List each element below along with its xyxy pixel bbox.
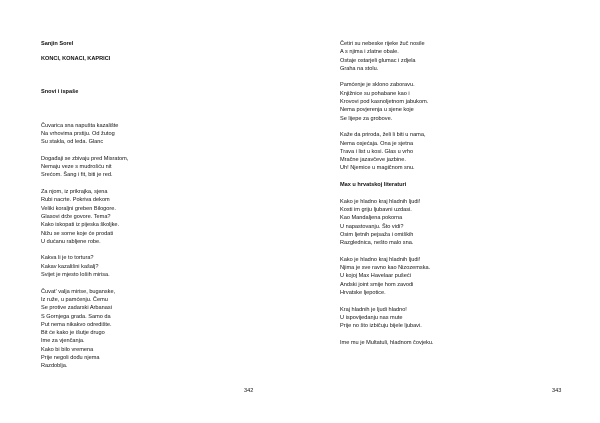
poem-line: Za njom, iz prikrajka, sjena [41,189,108,196]
poem-line: Graha na stolu. [340,65,379,72]
poem-line: Ostaje ostarjeli glumac i zdjela [340,57,416,64]
section-title-max: Max u hrvatskoj literaturi [340,182,407,189]
stanza [340,40,540,73]
poem-stanzas-left [41,122,241,371]
section-title-snovi: Snovi i ispaše [41,89,79,96]
poem-line: U kojoj Max Havelaar pušeći [340,273,411,280]
poem-line: Bit će kako je išutje drugo [41,330,105,337]
poem-line: Njima je sve ravno kao Nizozemska. [340,265,431,272]
poem-line: Na vrhovima prstiju. Od žutog [41,130,115,137]
stanza [41,254,241,279]
poem-line: Prije negoli dođu njema [41,354,100,361]
left-text-column [41,40,241,371]
poem-stanzas-bottom [340,198,540,347]
poem-line: Osim ljetnih pejsaža i omiških [340,231,414,238]
poem-line: Glasovi drže govore. Tema? [41,213,111,220]
author-name: Sanjin Sorel [41,41,74,47]
poem-line: U dućanu rabljene robe. [41,238,101,245]
stanza [340,198,540,248]
poem-line: Kakav kazališni kašalj? [41,263,99,270]
page-number-left: 342 [244,388,254,394]
poem-line: Put nema nikakvo odredište. [41,321,112,328]
poem-line: A s njima i zlatne obale. [340,49,399,56]
right-text-column [340,40,540,347]
poem-line: Kako je hladno kraj hladnih ljudi! [340,256,421,263]
poem-line: Nema povjerenja u sjene koje [340,107,414,114]
poem-line: S Gornjega grada. Samo da [41,313,111,320]
poem-line: Su stakla, od leda. Glanc [41,139,104,146]
poem-line: Hrvatske ljepotice. [340,289,386,296]
poem-line: Kao Mandaljena pokorna [340,215,403,222]
stanza [41,288,241,371]
poem-line: Kaže da priroda, želi li biti u nama, [340,132,426,139]
poem-line: Razglednica, nešto malo sna. [340,240,414,247]
poem-line: Kako iskopati iz pijeska školjke. [41,222,120,229]
poem-stanzas-mid [340,81,540,172]
poem-line: Događaji se zbivaju pred Misratom, [41,155,129,162]
poem-line: Mračne jazavčeve jazbine. [340,157,406,164]
poem-line: Iz ruže, u pamćenju. Čemu [41,296,108,303]
poem-line: Čuvarica sna napušta kazalište [41,122,119,129]
poem-line: Kako je hladno kraj hladnih ljudi! [340,198,421,205]
poem-line: Veliki koraljni greben Bilogore. [41,205,116,212]
right-page [300,0,600,423]
stanza [340,339,540,347]
stanza [340,306,540,331]
poem-line: Rubi nacrte. Pokriva dekom [41,197,110,204]
poem-line: Se lijepe za grobove. [340,115,393,122]
poem-line: Kosti im griju ljubavni uzdasi. [340,206,412,213]
poem-line: Se protive zadarski Arbanasi [41,305,112,312]
poem-line: Nižu se sorne koje će prodati [41,230,114,237]
poem-line: Pamćenje je sklono zaboravu. [340,82,415,89]
poem-line: U ispovijedanju nas mute [340,314,403,321]
poem-line: Kako bi bilo vremena [41,346,94,353]
poem-line: Ime mu je Multatuli, hladnom čovjeku. [340,339,434,346]
poem-line: Krovovi pod kasnoljetnom jabukom. [340,99,429,106]
stanza [340,131,540,172]
poem-line: Četiri su nebeske rijeke žuč nosile [340,41,425,47]
stanza [41,188,241,246]
poem-line: Andski joint smije hom zavodi [340,281,414,288]
poem-line: Čuvat' valja mirise, buganske, [41,288,116,295]
poem-stanza-top [340,40,540,73]
poem-line: U napastovanju. Što vidi? [340,223,404,230]
stanza [340,256,540,297]
poem-line: Ime za vjenčanja. [41,338,85,345]
book-title: KONCI, KONACI, KAPRICI [41,56,111,63]
poem-line: Nemaju veze s mudrošću nit [41,164,112,171]
stanza [41,155,241,180]
poem-line: Razdoblja. [41,363,68,370]
poem-line: Nema osjećaja. Ona je sjetna [340,140,414,147]
poem-line: Knjižnice su pohabane kao i [340,90,410,97]
poem-line: Trava i list u kosi. Glas u vrho [340,148,414,155]
stanza [340,81,540,122]
poem-line: Uh! Njemice u magičnom snu. [340,165,415,172]
page-number-right: 343 [552,388,562,394]
poem-line: Svijet je mjesto loših mirisa. [41,272,110,279]
poem-line: Prije no što izbičuju bijele ljubavi. [340,323,422,330]
stanza [41,122,241,147]
poem-line: Kraj hladnih je ljudi hladno! [340,306,407,313]
poem-line: Srećom. Šang i fit, biti je red. [41,172,113,179]
poem-line: Kakva li je to tortura? [41,255,94,262]
